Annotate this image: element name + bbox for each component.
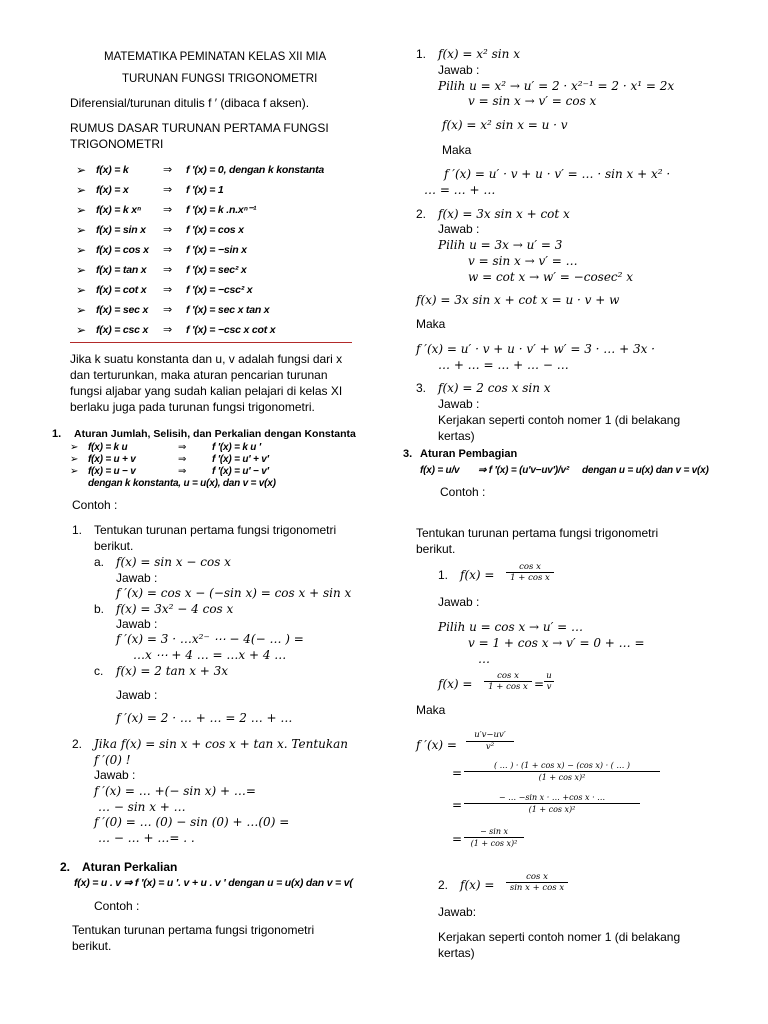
- math-expression: …: [478, 652, 490, 666]
- implies-icon: ⇒: [163, 184, 173, 196]
- fraction-numerator: u: [546, 671, 552, 681]
- bullet-icon: ➢: [76, 203, 87, 217]
- math-expression: … − sin x + …: [98, 800, 186, 814]
- instruction-text: Kerjakan seperti contoh nomer 1 (di belakang: [438, 413, 681, 427]
- math-expression: f(x) =: [460, 878, 495, 892]
- bullet-icon: ➢: [76, 223, 87, 237]
- math-expression: f(x) = sin x − cos x: [116, 555, 231, 569]
- rule-derivative: f ′(x) = cos x: [186, 224, 244, 236]
- rule-function: f(x) = sec x: [96, 304, 149, 316]
- math-expression: f ′(0) = … (0) − sin (0) + …(0) =: [94, 815, 290, 829]
- rule-formula: f(x) = u/v: [420, 465, 460, 476]
- fraction-denominator: v: [546, 682, 552, 692]
- exercise-instruction: Tentukan turunan pertama fungsi trigonometri: [416, 526, 659, 540]
- equals-sign: =: [452, 798, 463, 812]
- rule-derivative: f ′(x) = −csc² x: [186, 284, 253, 296]
- page-title: MATEMATIKA PEMINATAN KELAS XII MIA: [104, 51, 327, 63]
- item-number: 1.: [72, 523, 83, 537]
- item-number: 2.: [72, 737, 83, 751]
- rule-formula: dengan u = u(x) dan v = v(x): [582, 465, 709, 476]
- then-label: Maka: [442, 143, 472, 157]
- equals-sign: =: [452, 766, 463, 780]
- fraction-numerator: − sin x: [479, 827, 509, 836]
- answer-label: Jawab :: [438, 397, 480, 411]
- item-letter: b.: [94, 602, 105, 616]
- section-number: 1.: [52, 428, 62, 440]
- bullet-icon: ➢: [76, 323, 87, 337]
- math-expression: v = sin x → v′ = …: [468, 254, 578, 268]
- bullet-icon: ➢: [70, 454, 79, 465]
- math-expression: … = … + …: [424, 183, 496, 197]
- exercise-instruction: Tentukan turunan pertama fungsi trigonometri: [72, 923, 315, 937]
- fraction: [464, 760, 660, 783]
- math-expression: f(x) = 3x sin x + cot x = u · v + w: [416, 293, 620, 307]
- implies-icon: ⇒: [163, 244, 173, 256]
- implies-icon: ⇒: [163, 304, 173, 316]
- rule-derivative: f ′(x) = k .n.xⁿ⁻¹: [186, 204, 257, 216]
- answer-label: Jawab :: [116, 571, 158, 585]
- fraction-denominator: sin x + cos x: [509, 883, 565, 893]
- then-label: Maka: [416, 703, 446, 717]
- implies-icon: ⇒: [163, 324, 173, 336]
- rule-derivative: f ′(x) = 0, dengan k konstanta: [186, 164, 325, 176]
- math-expression: … + … = … + … − …: [438, 358, 569, 372]
- item-number: 3.: [416, 381, 427, 395]
- rule-note: dengan k konstanta, u = u(x), dan v = v(x): [88, 478, 276, 489]
- math-expression: f(x) = x² sin x: [438, 47, 520, 61]
- answer-label: Jawab :: [94, 768, 136, 782]
- implies-icon: ⇒: [163, 164, 173, 176]
- bullet-icon: ➢: [76, 183, 87, 197]
- rule-function: f(x) = cos x: [96, 244, 149, 256]
- fraction: [506, 872, 568, 893]
- instruction-text: kertas): [438, 946, 475, 960]
- fraction-denominator: (1 + cos x)²: [528, 805, 576, 814]
- math-expression: f(x) =: [438, 677, 473, 691]
- math-expression: f(x) = 3x sin x + cot x: [438, 207, 570, 221]
- math-expression: Pilih u = x² → u′ = 2 · x²⁻¹ = 2 · x¹ = 2x: [438, 79, 675, 93]
- example-label: Contoh :: [440, 485, 486, 499]
- rule-function: f(x) = k: [96, 164, 129, 176]
- answer-label: Jawab:: [438, 905, 477, 919]
- equals-sign: =: [452, 832, 463, 846]
- math-expression: v = sin x → v′ = cos x: [468, 94, 597, 108]
- then-label: Maka: [416, 317, 446, 331]
- rule-derivative: f ′(x) = −csc x cot x: [186, 324, 276, 336]
- rule-derivative: f ′(x) = −sin x: [186, 244, 247, 256]
- math-expression: f(x) = 2 cos x sin x: [438, 381, 551, 395]
- paragraph-line: dan terturunkan, maka aturan pencarian turunan: [70, 368, 328, 382]
- implies-icon: ⇒: [163, 204, 173, 216]
- rule-function: f(x) = k xⁿ: [96, 204, 141, 216]
- implies-icon: ⇒: [178, 442, 187, 453]
- math-expression: f ′(x) =: [416, 738, 457, 752]
- math-expression: v = 1 + cos x → v′ = 0 + … =: [468, 636, 645, 650]
- exercise-instruction: berikut.: [416, 542, 456, 556]
- item-letter: c.: [94, 664, 104, 678]
- section-number: 2.: [60, 860, 71, 874]
- implies-icon: ⇒: [178, 454, 187, 465]
- fraction: [484, 671, 532, 692]
- answer-label: Jawab :: [438, 595, 480, 609]
- fraction-denominator: (1 + cos x)²: [538, 773, 586, 782]
- fraction-denominator: 1 + cos x: [488, 682, 528, 692]
- intro-text: Diferensial/turunan ditulis f ′ (dibaca f aksen).: [70, 96, 310, 110]
- fraction: [464, 792, 640, 815]
- rule-derivative: f ′(x) = sec² x: [186, 264, 247, 276]
- bullet-icon: ➢: [70, 466, 79, 477]
- rule-function: f(x) = csc x: [96, 324, 149, 336]
- rule-function: f(x) = x: [96, 184, 129, 196]
- answer-label: Jawab :: [438, 222, 480, 236]
- rules-heading-2: TRIGONOMETRI: [70, 137, 164, 151]
- math-expression: f ′(x) = 3 · …x²⁻ ⋯ − 4(− … ) =: [116, 632, 304, 646]
- math-expression: f ′(x) = cos x − (−sin x) = cos x + sin x: [116, 586, 352, 600]
- paragraph-line: fungsi aljabar yang sudah kalian pelajari di kelas XI: [70, 384, 343, 398]
- fraction-numerator: cos x: [497, 671, 519, 681]
- math-expression: f ′(0) !: [94, 753, 131, 767]
- rule-formula: ⇒ f ′(x) = (u′v−uv′)/v²: [478, 465, 569, 476]
- page-subtitle: TURUNAN FUNGSI TRIGONOMETRI: [122, 73, 318, 85]
- implies-icon: ⇒: [163, 224, 173, 236]
- section-divider: [70, 342, 352, 343]
- rule-derivative: f ′(x) = u′ + v′: [212, 454, 269, 465]
- math-expression: f ′(x) = … +(− sin x) + …=: [94, 784, 256, 798]
- fraction-numerator: u′v−uv′: [474, 730, 506, 740]
- bullet-icon: ➢: [76, 163, 87, 177]
- paragraph-line: berlaku juga pada turunan fungsi trigonometri.: [70, 400, 315, 414]
- fraction: [466, 730, 514, 753]
- rule-function: f(x) = cot x: [96, 284, 147, 296]
- rules-heading: RUMUS DASAR TURUNAN PERTAMA FUNGSI: [70, 121, 329, 135]
- fraction: [544, 671, 554, 692]
- example-label: Contoh :: [72, 498, 118, 512]
- exercise-instruction: berikut.: [72, 939, 112, 953]
- rule-function: f(x) = u + v: [88, 454, 136, 465]
- section-number: 3.: [403, 448, 413, 460]
- math-expression: f(x) =: [460, 568, 495, 582]
- math-expression: f ′(x) = u′ · v + u · v′ + w′ = 3 · … + 3x ·: [416, 342, 655, 356]
- item-number: 1.: [438, 568, 449, 582]
- example-label: Contoh :: [94, 899, 140, 913]
- rule-derivative: f ′(x) = 1: [186, 184, 224, 196]
- fraction: [506, 562, 554, 583]
- bullet-icon: ➢: [76, 303, 87, 317]
- rule-derivative: f ′(x) = k u ′: [212, 442, 261, 453]
- item-number: 1.: [416, 47, 427, 61]
- math-expression: f(x) = x² sin x = u · v: [442, 118, 568, 132]
- exercise-instruction: Tentukan turunan pertama fungsi trigonometri: [94, 523, 337, 537]
- math-expression: f ′(x) = u′ · v + u · v′ = … · sin x + x² ·: [444, 167, 671, 181]
- math-expression: f ′(x) = 2 · … + … = 2 … + …: [116, 711, 293, 725]
- math-expression: … − … + …= . .: [98, 831, 195, 845]
- answer-label: Jawab :: [116, 617, 158, 631]
- rule-formula: f(x) = u . v ⇒ f ′(x) = u ′. v + u . v ′ dengan u = u(x) dan v = v(: [74, 877, 353, 889]
- fraction-denominator: (1 + cos x)²: [470, 839, 518, 848]
- fraction: [464, 826, 524, 849]
- rule-function: f(x) = k u: [88, 442, 128, 453]
- section-title: Aturan Pembagian: [420, 448, 518, 460]
- item-letter: a.: [94, 555, 105, 569]
- math-expression: Pilih u = cos x → u′ = …: [438, 620, 584, 634]
- rule-function: f(x) = sin x: [96, 224, 146, 236]
- math-expression: f(x) = 2 tan x + 3x: [116, 664, 229, 678]
- fraction-denominator: 1 + cos x: [510, 573, 550, 583]
- paragraph-line: Jika k suatu konstanta dan u, v adalah fungsi dari x: [70, 352, 343, 366]
- section-title: Aturan Perkalian: [82, 860, 178, 874]
- math-expression: Jika f(x) = sin x + cos x + tan x. Tentukan: [94, 737, 349, 751]
- fraction-numerator: ( … ) · (1 + cos x) − (cos x) · ( … ): [494, 761, 630, 770]
- implies-icon: ⇒: [163, 284, 173, 296]
- bullet-icon: ➢: [76, 283, 87, 297]
- rule-function: f(x) = tan x: [96, 264, 147, 276]
- bullet-icon: ➢: [76, 243, 87, 257]
- item-number: 2.: [416, 207, 427, 221]
- instruction-text: Kerjakan seperti contoh nomer 1 (di belakang: [438, 930, 681, 944]
- rule-derivative: f ′(x) = sec x tan x: [186, 304, 270, 316]
- fraction-numerator: cos x: [519, 562, 541, 572]
- bullet-icon: ➢: [70, 442, 79, 453]
- bullet-icon: ➢: [76, 263, 87, 277]
- exercise-instruction: berikut.: [94, 539, 134, 553]
- implies-icon: ⇒: [178, 466, 187, 477]
- instruction-text: kertas): [438, 429, 475, 443]
- equals-sign: =: [534, 677, 545, 691]
- fraction-numerator: − … −sin x · … +cos x · …: [498, 793, 606, 802]
- answer-label: Jawab :: [438, 63, 480, 77]
- math-expression: w = cot x → w′ = −cosec² x: [468, 270, 634, 284]
- rule-function: f(x) = u − v: [88, 466, 136, 477]
- math-expression: Pilih u = 3x → u′ = 3: [438, 238, 563, 252]
- answer-label: Jawab :: [116, 688, 158, 702]
- section-title: Aturan Jumlah, Selisih, dan Perkalian dengan Konstanta: [74, 428, 356, 440]
- implies-icon: ⇒: [163, 264, 173, 276]
- fraction-denominator: v²: [485, 742, 495, 752]
- fraction-numerator: cos x: [526, 872, 548, 882]
- rule-derivative: f ′(x) = u′ − v′: [212, 466, 269, 477]
- math-expression: f(x) = 3x² − 4 cos x: [116, 602, 234, 616]
- item-number: 2.: [438, 878, 449, 892]
- math-expression: …x ⋯ + 4 … = …x + 4 …: [133, 648, 287, 662]
